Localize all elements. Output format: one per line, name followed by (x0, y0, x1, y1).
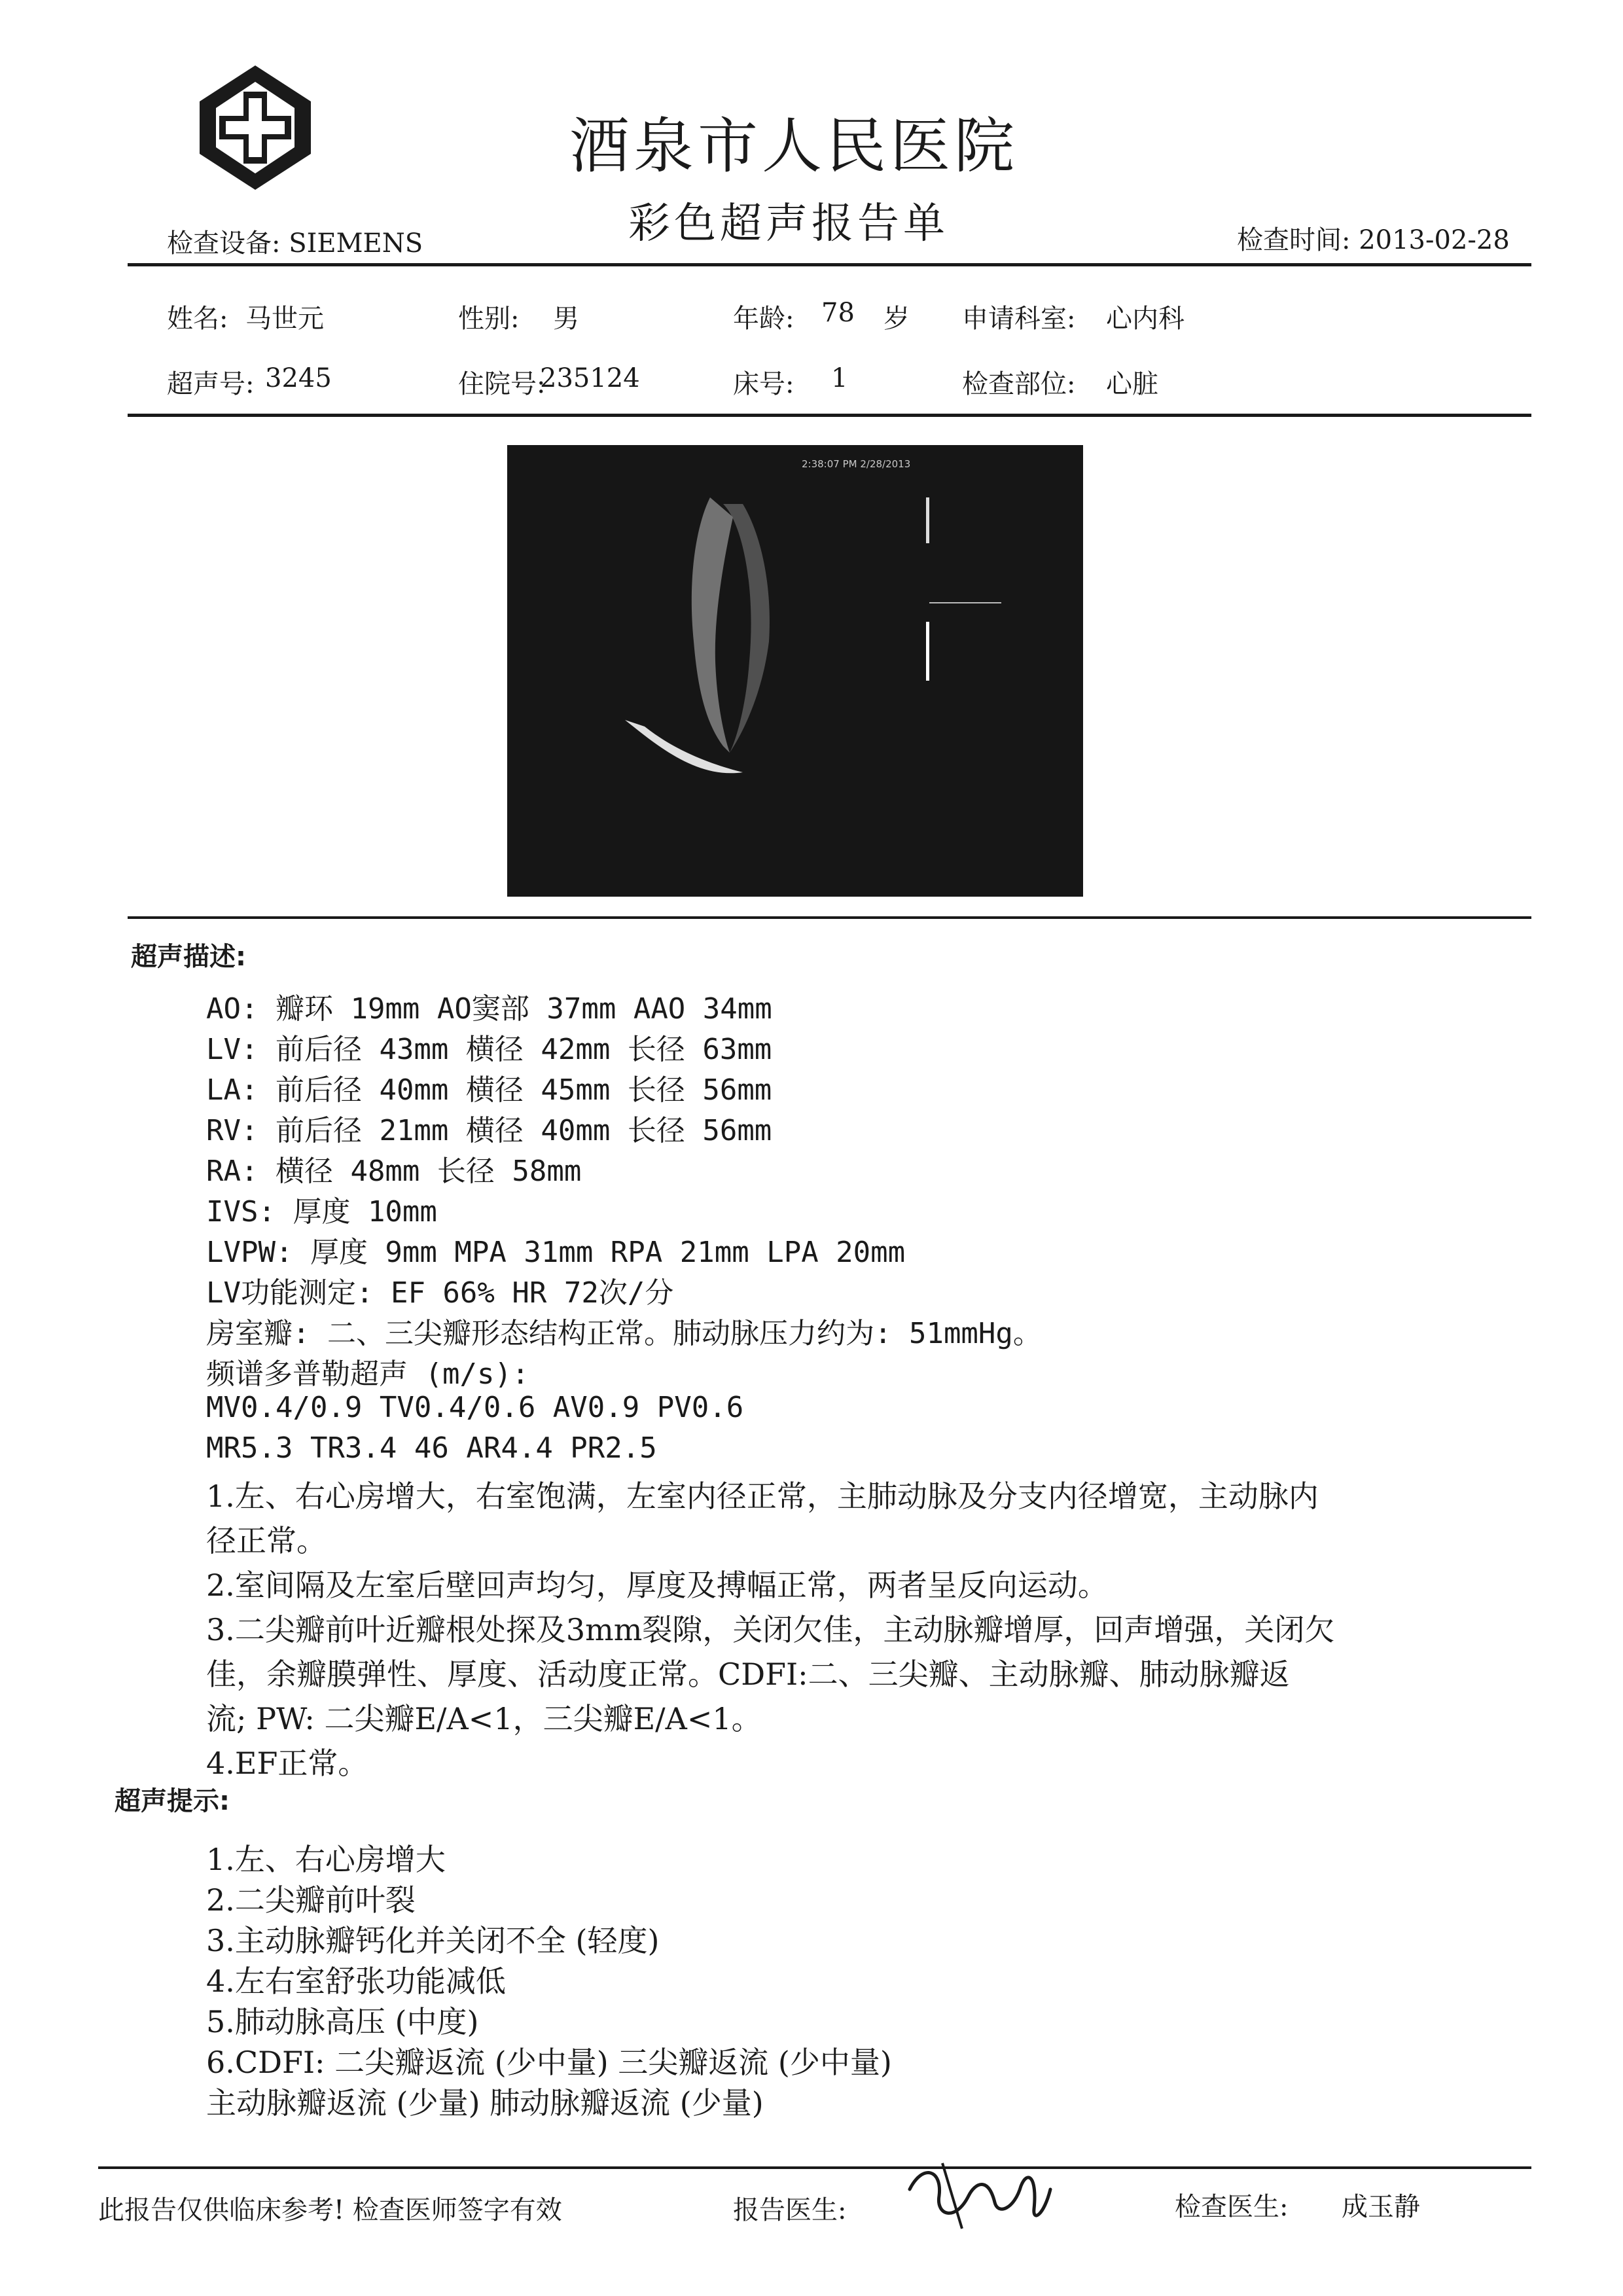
site-label: 检查部位: (962, 369, 1076, 399)
conclusion-heading: 超声提示: (115, 1786, 230, 1816)
dept-label: 申请科室: (962, 304, 1076, 334)
desc-line: IVS: 厚度 10mm (206, 1195, 437, 1229)
age-label: 年龄: (733, 304, 794, 334)
desc-paragraph: 2.室间隔及左室后壁回声均匀，厚度及搏幅正常，两者呈反向运动。 (206, 1568, 1108, 1603)
exam-time-label: 检查时间: 2013-02-28 (1237, 225, 1510, 255)
image-divider (128, 916, 1531, 919)
report-doctor-label: 报告医生: (733, 2195, 847, 2225)
desc-line: 频谱多普勒超声 (m/s): (206, 1357, 529, 1391)
conclusion-item: 5.肺动脉高压 (中度) (206, 2004, 479, 2039)
us-no-label: 超声号: (167, 369, 255, 399)
conclusion-item: 3.主动脉瓣钙化并关闭不全 (轻度) (206, 1923, 660, 1958)
bed-no: 1 (831, 363, 848, 393)
patient-divider (128, 414, 1531, 417)
patient-name: 马世元 (245, 304, 324, 334)
image-timestamp: 2:38:07 PM 2/28/2013 (802, 458, 911, 470)
desc-line: MR5.3 TR3.4 46 AR4.4 PR2.5 (206, 1431, 657, 1465)
desc-line: LV: 前后径 43mm 横径 42mm 长径 63mm (206, 1033, 772, 1066)
conclusion-item: 主动脉瓣返流 (少量) 肺动脉瓣返流 (少量) (206, 2085, 764, 2121)
sex-label: 性别: (458, 304, 520, 334)
device-label: 检查设备: SIEMENS (167, 228, 423, 259)
desc-paragraph: 径正常。 (206, 1523, 327, 1558)
desc-line: RA: 横径 48mm 长径 58mm (206, 1155, 582, 1188)
age-unit: 岁 (883, 304, 910, 334)
red-cross-logo-icon (196, 62, 314, 193)
conclusion-item: 4.左右室舒张功能减低 (206, 1964, 506, 1999)
conclusion-item: 6.CDFI: 二尖瓣返流 (少中量) 三尖瓣返流 (少中量) (206, 2045, 892, 2080)
doctor-signature (903, 2150, 1054, 2235)
hospital-name: 酒泉市人民医院 (569, 111, 1019, 181)
footer-divider (98, 2166, 1531, 2169)
desc-line: LA: 前后径 40mm 横径 45mm 长径 56mm (206, 1073, 772, 1107)
disclaimer: 此报告仅供临床参考! 检查医师签字有效 (98, 2195, 562, 2225)
desc-paragraph: 流; PW: 二尖瓣E/A<1，三尖瓣E/A<1。 (206, 1701, 762, 1736)
desc-paragraph: 3.二尖瓣前叶近瓣根处探及3mm裂隙，关闭欠佳，主动脉瓣增厚，回声增强，关闭欠 (206, 1612, 1335, 1647)
echo-shape (507, 445, 1083, 897)
conclusion-item: 1.左、右心房增大 (206, 1842, 446, 1877)
exam-doctor-label: 检查医生: (1175, 2192, 1289, 2222)
patient-sex: 男 (553, 304, 579, 334)
conclusion-item: 2.二尖瓣前叶裂 (206, 1882, 416, 1918)
patient-dept: 心内科 (1106, 304, 1185, 334)
report-title: 彩色超声报告单 (628, 200, 949, 248)
description-heading: 超声描述: (131, 942, 246, 972)
exam-site: 心脏 (1106, 369, 1158, 399)
desc-paragraph: 佳，余瓣膜弹性、厚度、活动度正常。CDFI:二、三尖瓣、主动脉瓣、肺动脉瓣返 (206, 1657, 1290, 1692)
desc-paragraph: 4.EF正常。 (206, 1746, 368, 1781)
desc-line: 房室瓣: 二、三尖瓣形态结构正常。肺动脉压力约为: 51mmHg。 (206, 1317, 1042, 1350)
desc-paragraph: 1.左、右心房增大，右室饱满，左室内径正常，主肺动脉及分支内径增宽，主动脉内 (206, 1479, 1319, 1514)
desc-line: AO: 瓣环 19mm AO窦部 37mm AAO 34mm (206, 992, 772, 1026)
us-no: 3245 (265, 363, 332, 393)
exam-doctor-name: 成玉静 (1342, 2192, 1420, 2222)
patient-age: 78 (821, 298, 855, 328)
desc-line: MV0.4/0.9 TV0.4/0.6 AV0.9 PV0.6 (206, 1391, 744, 1424)
header-divider (128, 263, 1531, 266)
desc-line: LVPW: 厚度 9mm MPA 31mm RPA 21mm LPA 20mm (206, 1236, 906, 1269)
ultrasound-image (507, 445, 1083, 897)
inpatient-no: 235124 (540, 363, 640, 393)
desc-line: LV功能测定: EF 66% HR 72次/分 (206, 1276, 674, 1310)
desc-line: RV: 前后径 21mm 横径 40mm 长径 56mm (206, 1114, 772, 1147)
name-label: 姓名: (167, 304, 228, 334)
inpatient-no-label: 住院号: (458, 369, 546, 399)
bed-label: 床号: (733, 369, 794, 399)
